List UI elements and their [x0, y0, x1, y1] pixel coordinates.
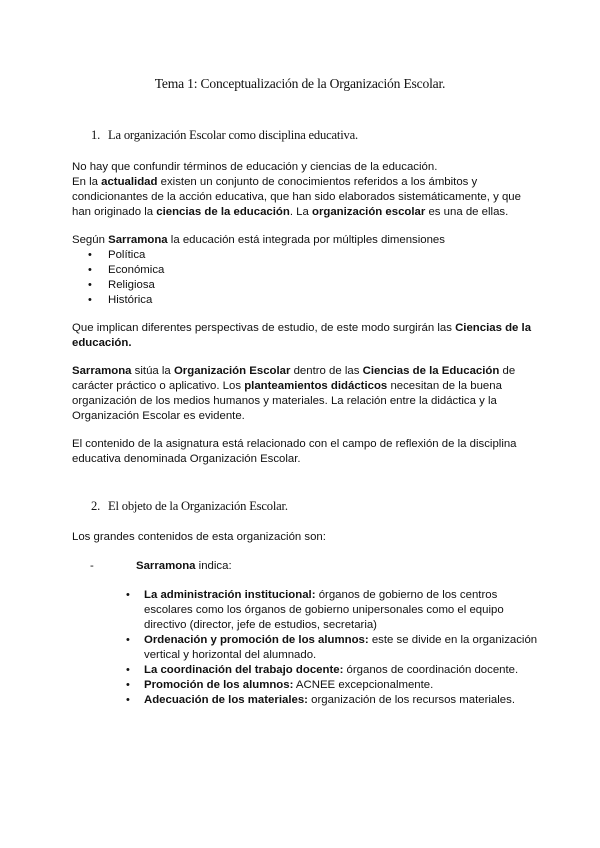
- text-run: dentro de las: [290, 365, 363, 377]
- section-2-title: El objeto de la Organización Escolar.: [108, 499, 288, 513]
- text-run: En la: [72, 176, 102, 188]
- dash-mark: -: [90, 560, 94, 572]
- text-run: existen un conjunto de conocimientos referidos a los ámbitos y condicionantes de la acción educativa, que han sido elaborados sistemáticamente, y que han originado la: [72, 176, 521, 218]
- text-run: sitúa la: [131, 365, 174, 377]
- bold-run: Sarramona: [136, 560, 196, 572]
- section-1-heading: [91, 128, 358, 143]
- list-item: [126, 633, 546, 663]
- list-item: [126, 678, 546, 693]
- bold-run: planteamientos didácticos: [244, 380, 388, 392]
- paragraph-contenido: [72, 437, 542, 467]
- text-run: ACNEE excepcionalmente.: [293, 679, 434, 691]
- section-2-heading: [91, 499, 288, 514]
- list-item: [126, 663, 546, 678]
- page-title: Tema 1: Conceptualización de la Organización Escolar.: [154, 76, 446, 91]
- text-run: Que implican diferentes perspectivas de estudio, de este modo surgirán las: [72, 322, 456, 334]
- text-run: de carácter práctico o aplicativo. Los: [72, 365, 516, 392]
- text-run: órganos de gobierno de los centros escolares como los órganos de gobierno unipersonales como el equipo directivo (director, jefe de estudios, secretaria): [144, 589, 504, 631]
- list-item: • Histórica: [88, 293, 164, 308]
- paragraph-terms-text: No hay que confundir términos de educación y ciencias de la educación.: [72, 161, 438, 173]
- paragraph-perspectives: [72, 321, 542, 351]
- paragraph-sarramona-text: [72, 364, 542, 424]
- paragraph-perspectives-text: [72, 321, 542, 351]
- bold-run: La coordinación del trabajo docente:: [144, 664, 344, 676]
- paragraph-dimensions: [72, 233, 542, 248]
- bold-run: Ciencias de la Educación: [362, 365, 500, 377]
- section-2-number: 2.: [91, 499, 101, 513]
- bold-run: actualidad: [101, 176, 158, 188]
- paragraph-sarramona: [72, 364, 542, 424]
- paragraph-terms: [72, 160, 542, 220]
- list-item: • Política: [88, 248, 164, 263]
- section-1-title: La organización Escolar como disciplina educativa.: [108, 128, 358, 142]
- text-run: la educación está integrada por múltiples dimensiones: [167, 234, 445, 246]
- bold-run: Promoción de los alumnos:: [144, 679, 294, 691]
- paragraph-actualidad: [72, 175, 542, 220]
- text-run: este se divide en la organización vertical y horizontal del alumnado.: [144, 634, 538, 661]
- paragraph-contenidos-intro-text: Los grandes contenidos de esta organización son:: [72, 531, 326, 543]
- text-run: necesitan de la buena organización de los medios humanos y materiales. La relación entre la didáctica y la Organización Escolar es evidente.: [72, 380, 502, 422]
- section-1-number: 1.: [91, 128, 101, 142]
- list-item: [126, 693, 546, 708]
- bold-run: ciencias de la educación: [156, 206, 290, 218]
- text-run: es una de ellas.: [425, 206, 509, 218]
- bold-run: La administración institucional:: [144, 589, 316, 601]
- dash-item-sarramona: [90, 559, 232, 574]
- text-run: órganos de coordinación docente.: [343, 664, 519, 676]
- paragraph-contenidos-intro: [72, 530, 542, 545]
- text-run: indica:: [195, 560, 232, 572]
- bold-run: Ciencias de la educación.: [72, 322, 532, 349]
- paragraph-dimensions-text: [72, 233, 542, 248]
- text-run: . La: [289, 206, 312, 218]
- paragraph-contenido-text: El contenido de la asignatura está relacionado con el campo de reflexión de la disciplina educativa denominada Organización Escolar.: [72, 438, 517, 465]
- bold-run: Sarramona: [108, 234, 168, 246]
- list-item: • Económica: [88, 263, 164, 278]
- bold-run: Ordenación y promoción de los alumnos:: [144, 634, 369, 646]
- bold-run: Organización Escolar: [173, 365, 291, 377]
- list-item: [126, 588, 546, 633]
- dimensions-list: [88, 248, 164, 308]
- text-run: organización de los recursos materiales.: [307, 694, 515, 706]
- text-run: Según: [72, 234, 109, 246]
- list-item: • Religiosa: [88, 278, 164, 293]
- contents-list: [126, 588, 546, 708]
- bold-run: Adecuación de los materiales:: [144, 694, 308, 706]
- bold-run: Sarramona: [72, 365, 132, 377]
- bold-run: organización escolar: [312, 206, 426, 218]
